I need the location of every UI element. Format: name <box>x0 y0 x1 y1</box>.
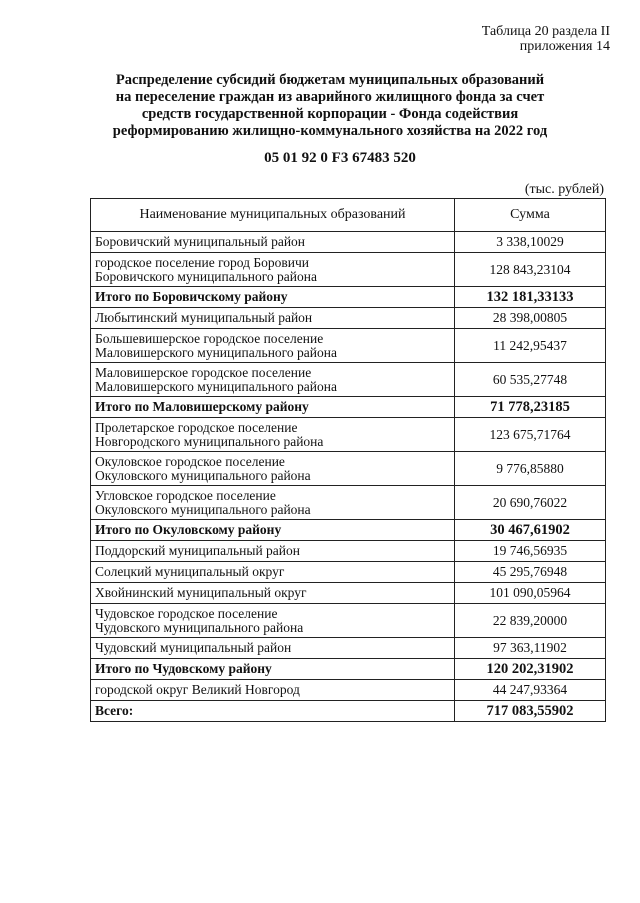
sum-cell: 132 181,33133 <box>455 287 606 308</box>
table-row <box>91 680 606 701</box>
total-row <box>91 520 606 541</box>
table-reference-line: Таблица 20 раздела II <box>481 24 610 39</box>
municipality-name-cell <box>91 232 455 253</box>
municipality-name-cell <box>91 397 455 418</box>
municipality-name-cell <box>91 701 455 722</box>
sum-cell: 19 746,56935 <box>455 541 606 562</box>
municipality-name-cell <box>91 287 455 308</box>
sum-cell: 28 398,00805 <box>455 308 606 329</box>
subsidy-table-body <box>91 199 606 722</box>
municipality-name-line: Любытинский муниципальный район <box>95 310 313 325</box>
municipality-name-line: Хвойнинский муниципальный округ <box>95 585 307 600</box>
municipality-name-line: Всего: <box>95 703 134 718</box>
municipality-name-line: Маловишерского муниципального района <box>95 378 337 394</box>
municipality-name-line: Итого по Чудовскому району <box>95 661 272 676</box>
table-row <box>91 452 606 486</box>
municipality-name-cell <box>91 452 455 486</box>
total-row <box>91 287 606 308</box>
table-row <box>91 253 606 287</box>
municipality-name-line: городской округ Великий Новгород <box>95 682 300 697</box>
total-row <box>91 659 606 680</box>
title-line: средств государственной корпорации - Фонда содействия <box>141 106 519 122</box>
municipality-name-line: Чудовское городское поселение <box>95 605 278 621</box>
municipality-name-cell <box>91 486 455 520</box>
table-row <box>91 583 606 604</box>
sum-cell: 45 295,76948 <box>455 562 606 583</box>
municipality-name-line: Угловское городское поселение <box>95 487 276 503</box>
municipality-name-line: Окуловского муниципального района <box>95 501 311 517</box>
title-line: Распределение субсидий бюджетам муниципальных образований <box>115 72 545 88</box>
municipality-name-line: Итого по Боровичскому району <box>95 289 288 304</box>
municipality-name-line: городское поселение город Боровичи <box>95 254 310 270</box>
sum-cell: 60 535,27748 <box>455 363 606 397</box>
municipality-name-line: Маловишерское городское поселение <box>95 364 312 380</box>
sum-cell: 717 083,55902 <box>455 701 606 722</box>
table-row <box>91 541 606 562</box>
total-row <box>91 397 606 418</box>
municipality-name-cell <box>91 308 455 329</box>
units-label: (тыс. рублей) <box>524 182 604 197</box>
municipality-name-cell <box>91 363 455 397</box>
municipality-name-cell <box>91 329 455 363</box>
table-row <box>91 562 606 583</box>
table-reference-line: приложения 14 <box>519 39 610 54</box>
table-row <box>91 363 606 397</box>
sum-cell: 128 843,23104 <box>455 253 606 287</box>
municipality-name-cell <box>91 541 455 562</box>
municipality-name-line: Солецкий муниципальный округ <box>95 564 285 579</box>
table-row <box>91 308 606 329</box>
table-reference <box>482 24 610 54</box>
sum-cell: 97 363,11902 <box>455 638 606 659</box>
column-header-name: Наименование муниципальных образований <box>91 199 455 232</box>
municipality-name-line: Маловишерского муниципального района <box>95 344 337 360</box>
municipality-name-cell <box>91 638 455 659</box>
municipality-name-line: Боровичского муниципального района <box>95 268 317 284</box>
sum-cell: 44 247,93364 <box>455 680 606 701</box>
municipality-name-line: Чудовский муниципальный район <box>95 640 292 655</box>
municipality-name-cell <box>91 253 455 287</box>
sum-cell: 3 338,10029 <box>455 232 606 253</box>
municipality-name-line: Окуловского муниципального района <box>95 467 311 483</box>
municipality-name-cell <box>91 583 455 604</box>
sum-cell: 9 776,85880 <box>455 452 606 486</box>
municipality-name-cell <box>91 659 455 680</box>
table-row <box>91 638 606 659</box>
municipality-name-line: Чудовского муниципального района <box>95 619 304 635</box>
municipality-name-cell <box>91 604 455 638</box>
subsidy-table <box>90 198 606 722</box>
municipality-name-line: Новгородского муниципального района <box>95 433 324 449</box>
column-header-sum: Сумма <box>455 199 606 232</box>
sum-cell: 11 242,95437 <box>455 329 606 363</box>
municipality-name-cell <box>91 680 455 701</box>
municipality-name-line: Итого по Маловишерскому району <box>95 399 309 414</box>
municipality-name-line: Боровичский муниципальный район <box>95 234 306 249</box>
title-line: реформированию жилищно-коммунального хозяйства на 2022 год <box>112 123 548 139</box>
municipality-name-cell <box>91 562 455 583</box>
sum-cell: 120 202,31902 <box>455 659 606 680</box>
municipality-name-line: Пролетарское городское поселение <box>95 419 298 435</box>
document-title <box>60 72 600 140</box>
budget-code: 05 01 92 0 F3 67483 520 <box>264 150 416 166</box>
table-row <box>91 418 606 452</box>
table-row <box>91 329 606 363</box>
table-row <box>91 486 606 520</box>
table-header-row <box>91 199 606 232</box>
municipality-name-line: Большевишерское городское поселение <box>95 330 324 346</box>
municipality-name-cell <box>91 520 455 541</box>
municipality-name-line: Окуловское городское поселение <box>95 453 285 469</box>
sum-cell: 22 839,20000 <box>455 604 606 638</box>
sum-cell: 30 467,61902 <box>455 520 606 541</box>
municipality-name-line: Итого по Окуловскому району <box>95 522 282 537</box>
sum-cell: 71 778,23185 <box>455 397 606 418</box>
municipality-name-line: Поддорский муниципальный район <box>95 543 300 558</box>
title-line: на переселение граждан из аварийного жилищного фонда за счет <box>115 89 545 105</box>
sum-cell: 20 690,76022 <box>455 486 606 520</box>
municipality-name-cell <box>91 418 455 452</box>
sum-cell: 123 675,71764 <box>455 418 606 452</box>
table-row <box>91 604 606 638</box>
total-row <box>91 701 606 722</box>
sum-cell: 101 090,05964 <box>455 583 606 604</box>
table-row <box>91 232 606 253</box>
